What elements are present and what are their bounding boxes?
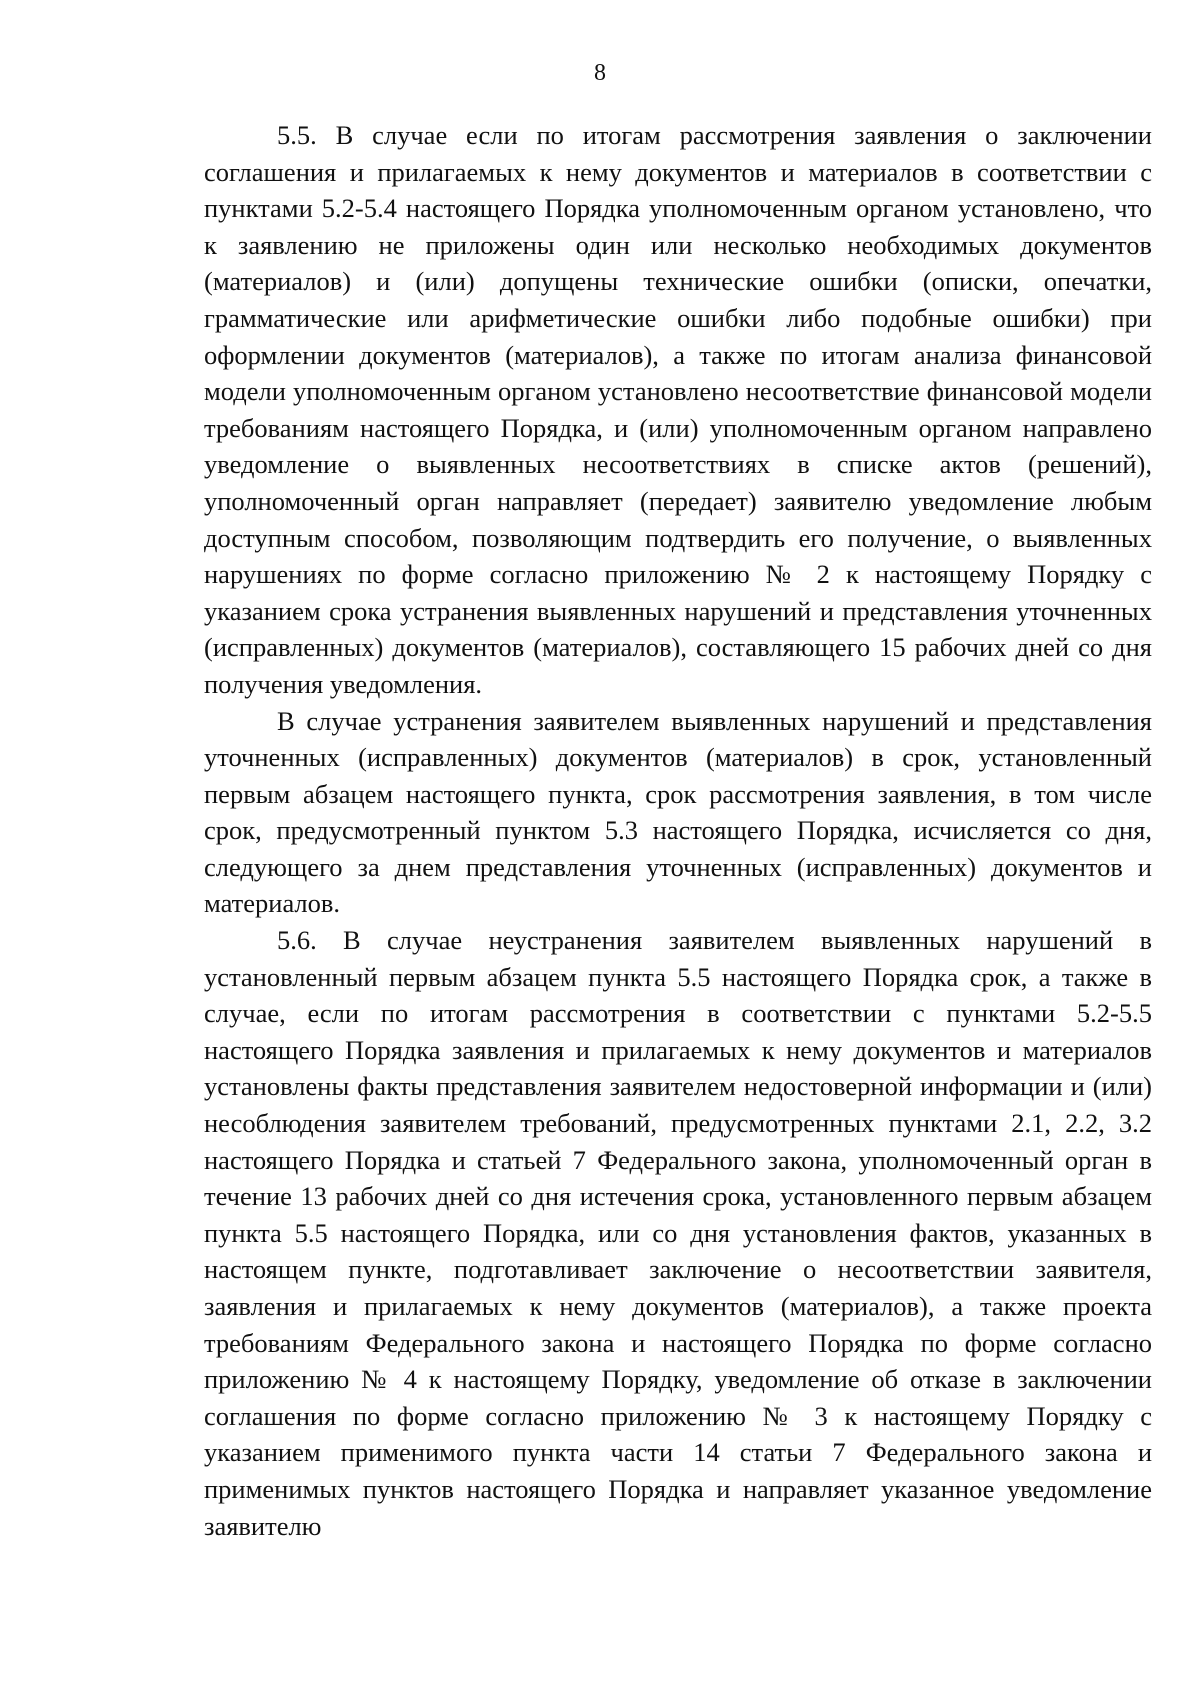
paragraph-5-5-second: В случае устранения заявителем выявленных нарушений и представления уточненных (исправленных) документов (материалов) в срок, установленный первым абзацем настоящего пункта, срок рассмотрения заявления, в том числе срок, предусмотренный пунктом 5.3 настоящего Порядка, исчисляется со дня, следующего за днем представления уточненных (исправленных) документов и материалов. <box>204 705 1152 919</box>
page-number: 8 <box>594 60 606 86</box>
paragraph-5-5: 5.5. В случае если по итогам рассмотрения заявления о заключении соглашения и прилагаемых к нему документов и материалов в соответствии с пунктами 5.2-5.4 настоящего Порядка уполномоченным органом установлено, что к заявлению не приложены один или несколько необходимых документов (материалов) и (или) допущены технические ошибки (описки, опечатки, грамматические или арифметические ошибки либо подобные ошибки) при оформлении документов (материалов), а также по итогам анализа финансовой модели уполномоченным органом установлено несоответствие финансовой модели требованиям настоящего Порядка, и (или) уполномоченным органом направлено уведомление о выявленных несоответствиях в списке актов (решений), уполномоченный орган направляет (передает) заявителю уведомление любым доступным способом, позволяющим подтвердить его получение, о выявленных нарушениях по форме согласно приложению № 2 к настоящему Порядку с указанием срока устранения выявленных нарушений и представления уточненных (исправленных) документов (материалов), составляющего 15 рабочих дней со дня получения уведомления. <box>204 120 1152 699</box>
paragraph-5-6: 5.6. В случае неустранения заявителем выявленных нарушений в установленный первым абзацем пункта 5.5 настоящего Порядка срок, а также в случае, если по итогам рассмотрения в соответствии с пунктами 5.2-5.5 настоящего Порядка заявления и прилагаемых к нему документов и материалов установлены факты представления заявителем недостоверной информации и (или) несоблюдения заявителем требований, предусмотренных пунктами 2.1, 2.2, 3.2 настоящего Порядка и статьей 7 Федерального закона, уполномоченный орган в течение 13 рабочих дней со дня истечения срока, установленного первым абзацем пункта 5.5 настоящего Порядка, или со дня установления фактов, указанных в настоящем пункте, подготавливает заключение о несоответствии заявителя, заявления и прилагаемых к нему документов (материалов), а также проекта требованиям Федерального закона и настоящего Порядка по форме согласно приложению № 4 к настоящему Порядку, уведомление об отказе в заключении соглашения по форме согласно приложению № 3 к настоящему Порядку с указанием применимого пункта части 14 статьи 7 Федерального закона и применимых пунктов настоящего Порядка и направляет указанное уведомление заявителю <box>204 925 1152 1541</box>
document-body <box>204 117 1152 1544</box>
